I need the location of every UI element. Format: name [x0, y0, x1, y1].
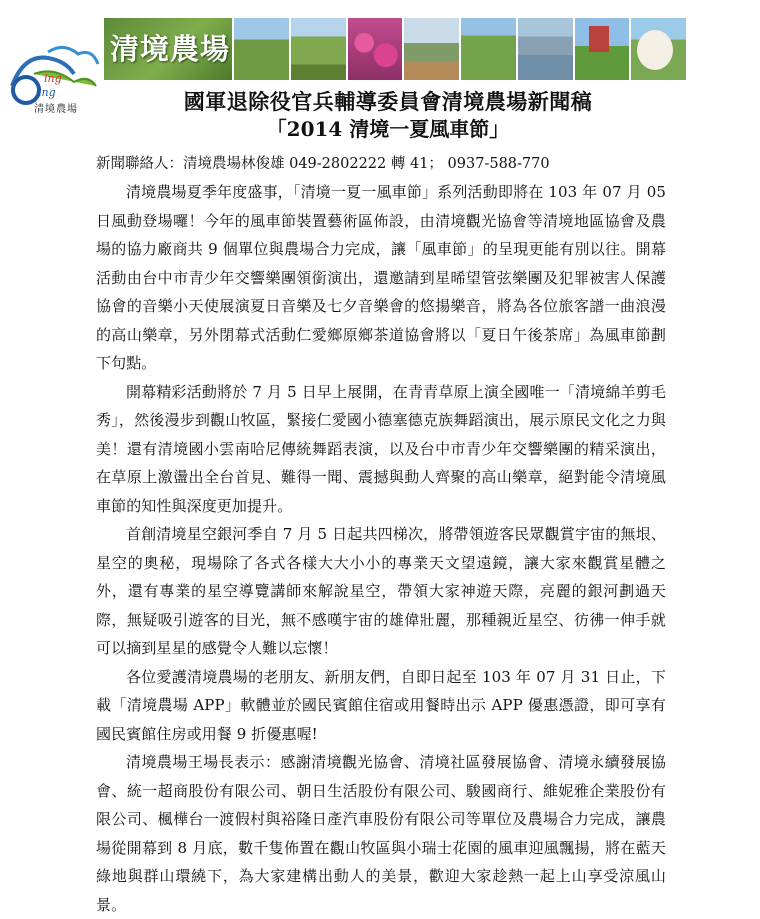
banner-photo-valley [516, 18, 573, 80]
banner-photo-mountains [402, 18, 459, 80]
banner-photo-flowers [346, 18, 403, 80]
press-release-title: 國軍退除役官兵輔導委員會清境農場新聞稿 [183, 89, 593, 114]
banner-brand [104, 18, 232, 80]
paragraph-app-discount: 各位愛護清境農場的老朋友、新朋友們，自即日起至 103 年 07 月 31 日止，下載「清境農場 APP」軟體並於國民賓館住宿或用餐時出示 APP 優惠憑證，即可享有國民賓館住房或用餐 9 折優惠喔! [96, 667, 666, 743]
svg-text:ing: ing [38, 86, 56, 99]
logo-caption: 清境農場 [34, 104, 78, 115]
news-contact: 新聞聯絡人：清境農場林俊雄 049-2802222 轉 41； 0937-588-770 [96, 156, 550, 172]
paragraph-director-remarks: 清境農場王場長表示：感謝清境觀光協會、清境社區發展協會、清境永續發展協會、統一超商股份有限公司、朝日生活股份有限公司、駿國商行、維妮雅企業股份有限公司、楓樺台一渡假村與裕隆日產汽車股份有限公司等單位及農場合力完成，讓農場從開幕到 8 月底，數千隻佈置在觀山牧區與小瑞士花園的風車迎風飄揚，將在藍天綠地與群山環繞下，為大家建構出動人的美景，歡迎大家趁熱一起上山享受涼風山景。 [96, 753, 666, 914]
event-title: 「2014 清境一夏風車節」 [266, 117, 510, 141]
banner-photo-pasture [459, 18, 516, 80]
banner-photo-house [573, 18, 630, 80]
banner-photo-hills [289, 18, 346, 80]
paragraph-stargazing: 首創清境星空銀河季自 7 月 5 日起共四梯次，將帶領遊客民眾觀賞宇宙的無垠、星空的奧秘，現場除了各式各樣大大小小的專業天文望遠鏡，讓大家來觀賞星體之外，還有專業的星空導覽講師來解說星空，帶領大家神遊天際，亮麗的銀河劃過天際，無疑吸引遊客的目光，無不感嘆宇宙的雄偉壯麗，那種親近星空、彷彿一伸手就可以摘到星星的感覺令人難以忘懷！ [96, 525, 666, 657]
banner-photo-meadow [232, 18, 289, 80]
paragraph-opening-events: 開幕精彩活動將於 7 月 5 日早上展開，在青青草原上演全國唯一「清境綿羊剪毛秀」，然後漫步到觀山牧區，緊接仁愛國小德塞德克族舞蹈演出，展示原民文化之力與美！還有清境國小雲南哈尼傳統舞蹈表演，以及台中市青少年交響樂團的精采演出，在草原上激盪出全台首見、難得一聞、震撼與動人齊聚的高山樂章，絕對能令清境風車節的知性與深度更加提升。 [96, 382, 666, 515]
header-banner [104, 18, 686, 80]
paragraph-festival-intro: 清境農場夏季年度盛事，「清境一夏一風車節」系列活動即將在 103 年 07 月 05 日風動登場囉！今年的風車節裝置藝術區佈設，由清境觀光協會等清境地區協會及農場的協力廠商共 9 個單位與農場合力完成，讓「風車節」的呈現更能有別以往。開幕活動由台中市青少年交響樂團領銜演出，還邀請到星晞望管弦樂團及犯罪被害人保護協會的音樂小天使展演夏日音樂及七夕音樂會的悠揚樂音，將為各位旅客譜一曲浪漫的高山樂章，另外閉幕式活動仁愛鄉原鄉茶道協會將以「夏日午後茶席」為風車節劃下句點。 [96, 183, 666, 372]
farm-logo [4, 44, 102, 116]
svg-text:ing: ing [44, 72, 62, 85]
press-release-body [96, 150, 666, 919]
banner-brand-text: 清境農場 [110, 32, 231, 66]
banner-photo-sheep [629, 18, 686, 80]
